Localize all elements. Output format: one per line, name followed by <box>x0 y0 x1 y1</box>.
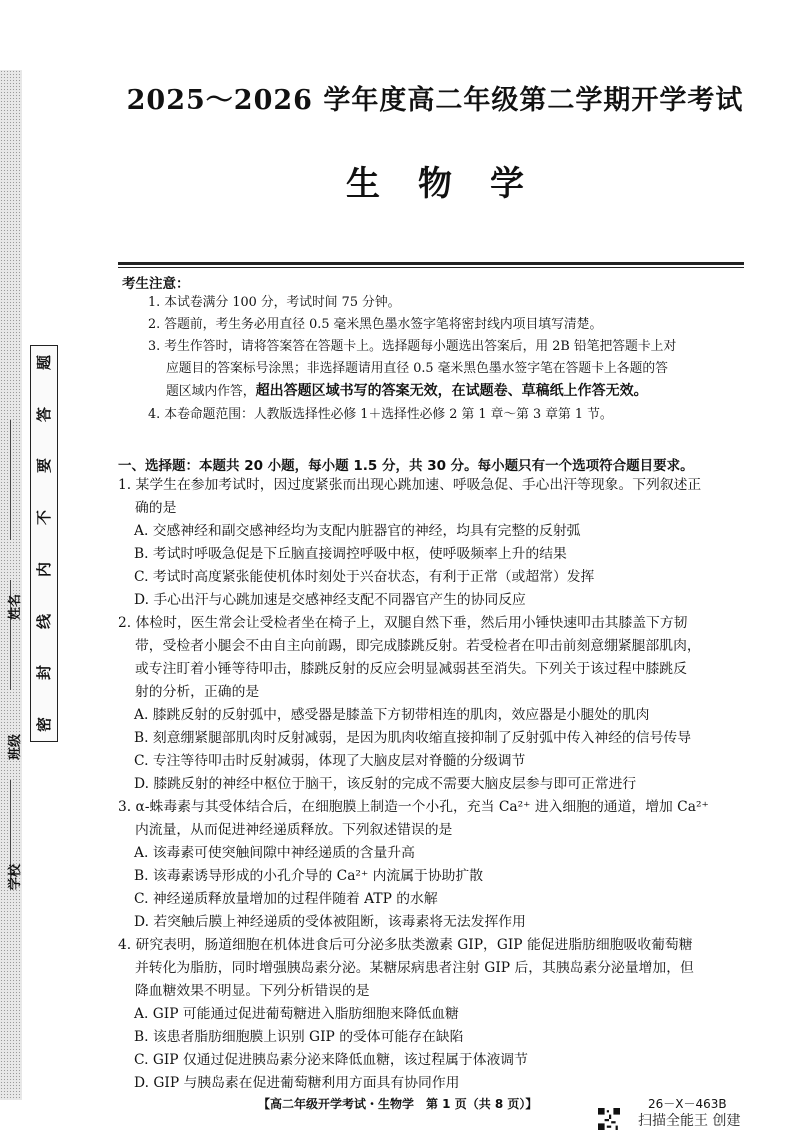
option: A. 膝跳反射的反射弧中，感受器是膝盖下方韧带相连的肌肉，效应器是小腿处的肌肉 <box>134 707 650 723</box>
seal-char: 答 <box>35 406 54 422</box>
question-stem <box>118 474 758 520</box>
seal-char: 要 <box>35 458 54 474</box>
stem-line: 降血糖效果不明显。下列分析错误的是 <box>135 983 370 999</box>
qr-code-icon <box>598 1108 620 1130</box>
binding-strip <box>0 70 22 1100</box>
notice-text: 1. 本试卷满分 100 分，考试时间 75 分钟。 <box>148 295 401 310</box>
field-name: 姓名 <box>8 593 23 620</box>
subject-title: 生物学 <box>346 164 562 204</box>
seal-line-text <box>31 346 57 741</box>
stem-line: 射的分析，正确的是 <box>135 684 260 700</box>
seal-char: 密 <box>35 716 54 732</box>
binding-line <box>10 420 11 540</box>
stem-line: 4. 研究表明，肠道细胞在机体进食后可分泌多肽类激素 GIP，GIP 能促进脂肪细胞吸收葡萄糖 <box>118 937 693 953</box>
stem-line: 1. 某学生在参加考试时，因过度紧张而出现心跳加速、呼吸急促、手心出汗等现象。下列叙述正 <box>118 477 702 493</box>
stem-line: 或专注盯着小锤等待叩击，膝跳反射的反应会明显减弱甚至消失。下列关于该过程中膝跳反 <box>135 661 687 677</box>
notice-text: 4. 本卷命题范围：人教版选择性必修 1＋选择性必修 2 第 1 章～第 3 章第 1 节。 <box>148 407 613 422</box>
option: C. 专注等待叩击时反射减弱，体现了大脑皮层对脊髓的分级调节 <box>134 753 526 769</box>
option: B. 该毒素诱导形成的小孔介导的 Ca²⁺ 内流属于协助扩散 <box>134 868 484 884</box>
option: D. 膝跳反射的神经中枢位于脑干，该反射的完成不需要大脑皮层参与即可正常进行 <box>134 776 637 792</box>
stem-line: 并转化为脂肪，同时增强胰岛素分泌。某糖尿病患者注射 GIP 后，其胰岛素分泌量增加，但 <box>135 960 694 976</box>
stem-line: 内流量，从而促进神经递质释放。下列叙述错误的是 <box>135 822 453 838</box>
stem-line: 确的是 <box>135 500 177 516</box>
question-stem <box>118 934 758 1003</box>
field-class: 班级 <box>8 733 23 760</box>
option: A. 交感神经和副交感神经均为支配内脏器官的神经，均具有完整的反射弧 <box>134 523 581 539</box>
option: D. 手心出汗与心跳加速是交感神经支配不同器官产生的协同反应 <box>134 592 526 608</box>
page-footer-label: 【高二年级开学考试・生物学 第 1 页（共 8 页）】 <box>258 1097 538 1111</box>
notice-item <box>148 404 748 426</box>
seal-char: 线 <box>35 613 54 629</box>
question-stem <box>118 796 758 842</box>
stem-line: 2. 体检时，医生常会让受检者坐在椅子上，双腿自然下垂，然后用小锤快速叩击其膝盖下方韧 <box>118 615 688 631</box>
notice-text: 题区域内作答， <box>166 384 256 399</box>
seal-char: 题 <box>35 354 54 371</box>
notice-item <box>148 336 748 358</box>
notice-item <box>148 358 748 380</box>
notice-item <box>148 292 748 314</box>
stem-line: 带，受检者小腿会不由自主向前踢，即完成膝跳反射。若受检者在叩击前刻意绷紧腿部肌肉， <box>135 638 701 654</box>
option: B. 刻意绷紧腿部肌肉时反射减弱，是因为肌肉收缩直接抑制了反射弧中传入神经的信号传导 <box>134 730 691 746</box>
scanner-watermark: 扫描全能王 创建 <box>638 1113 741 1129</box>
notice-heading: 考生注意： <box>122 276 190 292</box>
exam-title: 2025～2026 学年度高二年级第二学期开学考试 <box>126 85 744 116</box>
option: A. 该毒素可使突触间隙中神经递质的含量升高 <box>134 845 415 861</box>
option: B. 考试时呼吸急促是下丘脑直接调控呼吸中枢，使呼吸频率上升的结果 <box>134 546 567 562</box>
exam-code: 26－X－463B <box>648 1097 727 1111</box>
section-heading: 一、选择题：本题共 20 小题，每小题 1.5 分，共 30 分。每小题只有一个选项符合题目要求。 <box>118 458 694 474</box>
notice-text: 3. 考生作答时，请将答案答在答题卡上。选择题每小题选出答案后，用 2B 铅笔把答题卡上对 <box>148 339 677 354</box>
header-rule <box>118 262 744 265</box>
notice-text: 2. 答题前，考生务必用直径 0.5 毫米黑色墨水签字笔将密封线内项目填写清楚。 <box>148 317 603 332</box>
option: C. 考试时高度紧张能使机体时刻处于兴奋状态，有利于正常（或超常）发挥 <box>134 569 595 585</box>
header-rule-thin <box>118 267 744 268</box>
question-stem <box>118 612 758 704</box>
notice-emphasis: 超出答题区域书写的答案无效，在试题卷、草稿纸上作答无效。 <box>255 383 648 399</box>
option: C. GIP 仅通过促进胰岛素分泌来降低血糖，该过程属于体液调节 <box>134 1052 528 1068</box>
stem-line: 3. α-蛛毒素与其受体结合后，在细胞膜上制造一个小孔，充当 Ca²⁺ 进入细胞的通道，增加 Ca²⁺ <box>118 799 709 815</box>
option: D. GIP 与胰岛素在促进葡萄糖利用方面具有协同作用 <box>134 1075 460 1091</box>
notice-text: 应题目的答案标号涂黑；非选择题请用直径 0.5 毫米黑色墨水签字笔在答题卡上各题的答 <box>166 361 668 376</box>
seal-char: 封 <box>35 665 54 681</box>
notice-item <box>148 380 748 403</box>
field-school: 学校 <box>8 863 23 890</box>
option: A. GIP 可能通过促进葡萄糖进入脂肪细胞来降低血糖 <box>134 1006 459 1022</box>
option: D. 若突触后膜上神经递质的受体被阻断，该毒素将无法发挥作用 <box>134 914 526 930</box>
option: C. 神经递质释放量增加的过程伴随着 ATP 的水解 <box>134 891 438 907</box>
option: B. 该患者脂肪细胞膜上识别 GIP 的受体可能存在缺陷 <box>134 1029 464 1045</box>
seal-char: 内 <box>35 561 54 577</box>
notice-item <box>148 314 748 336</box>
seal-line-box <box>30 345 58 742</box>
seal-char: 不 <box>35 510 54 526</box>
